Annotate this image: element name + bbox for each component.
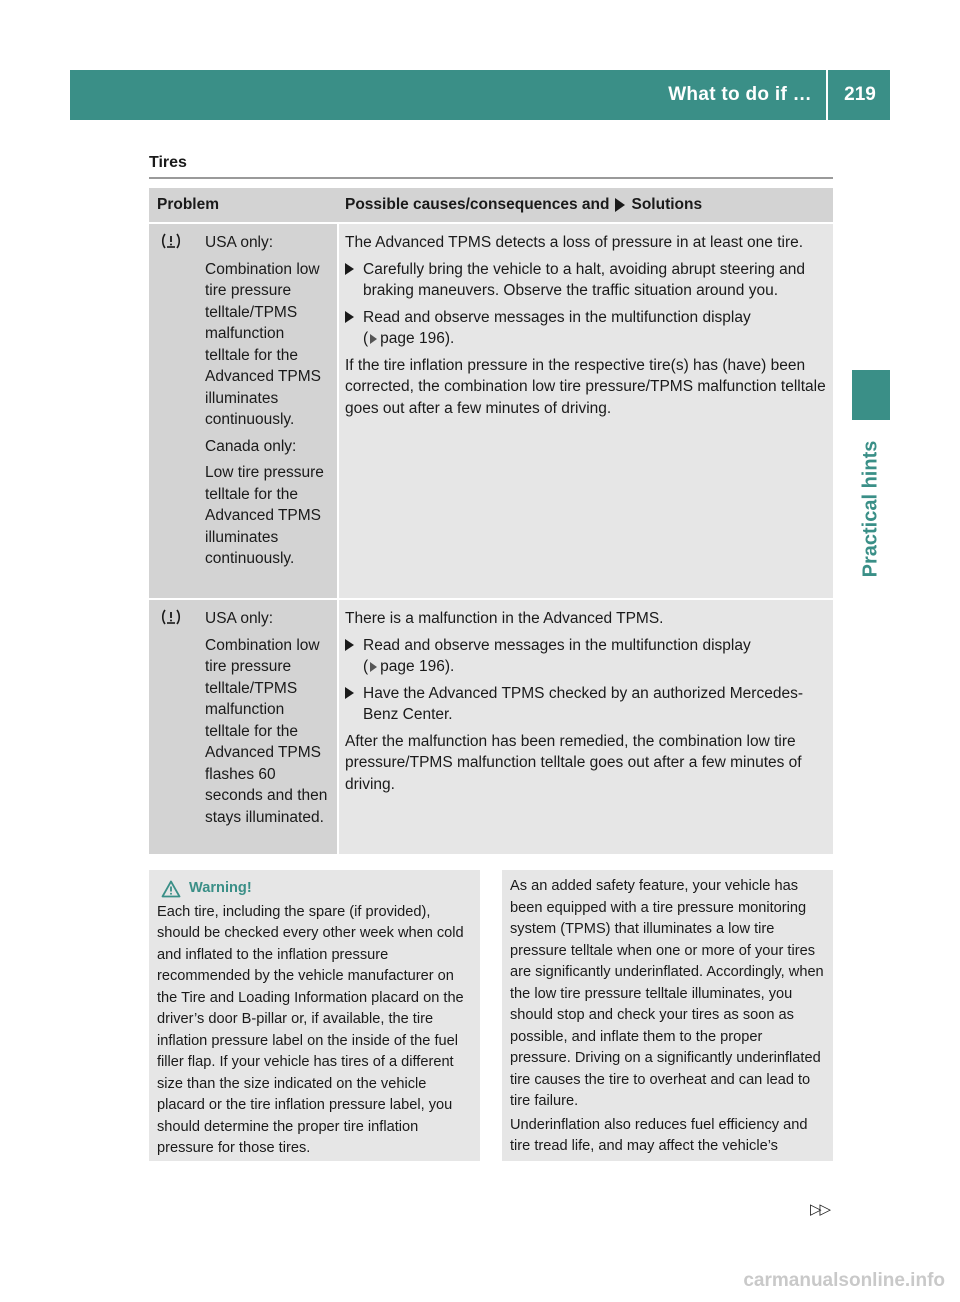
problem-text: Combination low tire pressure telltale/TPMS malfunction telltale for the Advanced TPMS flashes 60 seconds and then stays illuminated. (205, 636, 328, 826)
tpms-warning-icon (161, 608, 181, 626)
header-solutions-text: Solutions (631, 196, 703, 214)
footer-watermark: carmanualsonline.info (743, 1270, 945, 1291)
warning-title: Warning! (189, 880, 252, 896)
problem-table (149, 188, 833, 854)
step-arrow-icon (345, 307, 363, 350)
page-number: 219 (844, 84, 876, 105)
header-title: What to do if … (668, 70, 828, 120)
page-ref-open: ( (363, 330, 369, 347)
section-divider (149, 177, 833, 179)
solution-step (345, 307, 827, 350)
step-text (363, 307, 751, 350)
solution-step (345, 635, 827, 678)
icon-cell (149, 600, 199, 854)
problem-cell (199, 224, 337, 598)
page-header (70, 70, 890, 120)
header-causes (337, 194, 702, 216)
arrow-right-icon (615, 198, 625, 212)
problem-text: Combination low tire pressure telltale/TPMS malfunction telltale for the Advanced TPMS illuminates continuously. (205, 260, 322, 428)
side-tab (852, 424, 890, 594)
problem-cell (199, 600, 337, 854)
side-tab-label: Practical hints (859, 440, 882, 578)
step-arrow-icon (345, 635, 363, 678)
problem-text: Canada only: (205, 437, 297, 455)
info-paragraph: As an added safety feature, your vehicle has been equipped with a tire pressure monitoring system (TPMS) that illuminates a low tire pressure telltale when one or more of your tires are significantly underinflated. Accordingly, when the low tire pressure telltale illuminates, you should stop and check your tires as soon as possible, and inflate them to the proper pressure. Driving on a significantly underinflated tire causes the tire to overheat and can lead to tire failure. (510, 878, 824, 1109)
solution-step (345, 683, 827, 726)
page-reference-icon (370, 662, 377, 672)
solution-step (345, 259, 827, 302)
side-tab-marker (852, 370, 890, 420)
page-reference-link[interactable]: page 196). (380, 330, 455, 347)
page-reference-link[interactable]: page 196). (380, 658, 455, 675)
table-row (149, 600, 833, 854)
cause-outro: If the tire inflation pressure in the respective tire(s) has (have) been corrected, the combination low tire pressure/TPMS malfunction telltale goes out after a few minutes of driving. (345, 356, 826, 417)
causes-cell (339, 224, 833, 598)
info-paragraph: Underinflation also reduces fuel efficiency and tire tread life, and may affect the vehicle’s (510, 1116, 808, 1154)
tpms-warning-icon (161, 232, 181, 250)
causes-cell (339, 600, 833, 854)
warning-heading (157, 878, 474, 900)
cause-outro: After the malfunction has been remedied, the combination low tire pressure/TPMS malfunction telltale goes out after a few minutes of driving. (345, 732, 802, 793)
cause-intro: There is a malfunction in the Advanced TPMS. (345, 610, 664, 627)
step-arrow-icon (345, 259, 363, 302)
step-text (363, 635, 751, 678)
info-box (502, 870, 833, 1161)
section-title: Tires (149, 154, 187, 171)
step-text: Have the Advanced TPMS checked by an authorized Mercedes-Benz Center. (363, 684, 803, 723)
table-row (149, 224, 833, 598)
problem-text: USA only: (205, 234, 274, 251)
step-text-main: Read and observe messages in the multifunction display (363, 636, 751, 654)
warning-triangle-icon (161, 880, 181, 898)
warning-box (149, 870, 480, 1161)
step-text: Carefully bring the vehicle to a halt, avoiding abrupt steering and braking maneuvers. Observe the traffic situation around you. (363, 260, 806, 299)
problem-text: Low tire pressure telltale for the Advanced TPMS illuminates continuously. (205, 464, 324, 567)
problem-text: USA only: (205, 610, 274, 627)
table-header (149, 188, 833, 222)
header-problem: Problem (157, 196, 220, 214)
step-text-main: Read and observe messages in the multifunction display (363, 308, 751, 326)
icon-cell (149, 224, 199, 598)
cause-intro: The Advanced TPMS detects a loss of pressure in at least one tire. (345, 234, 804, 251)
continue-arrows-icon: ▷▷ (810, 1201, 830, 1218)
step-arrow-icon (345, 683, 363, 726)
page-ref-open: ( (363, 658, 369, 675)
page-reference-icon (370, 334, 377, 344)
warning-text: Each tire, including the spare (if provided), should be checked every other week when cold and inflated to the inflation pressure recommended by the vehicle manufacturer on the Tire and Loading Information placard on the driver’s door B-pillar or, if available, the tire inflation pressure label on the inside of the fuel filler flap. If your vehicle has tires of a different size than the size indicated on the vehicle placard or the tire inflation pressure label, you should determine the proper tire inflation pressure for those tires. (157, 903, 464, 1156)
header-causes-text: Possible causes/consequences and (345, 196, 610, 214)
